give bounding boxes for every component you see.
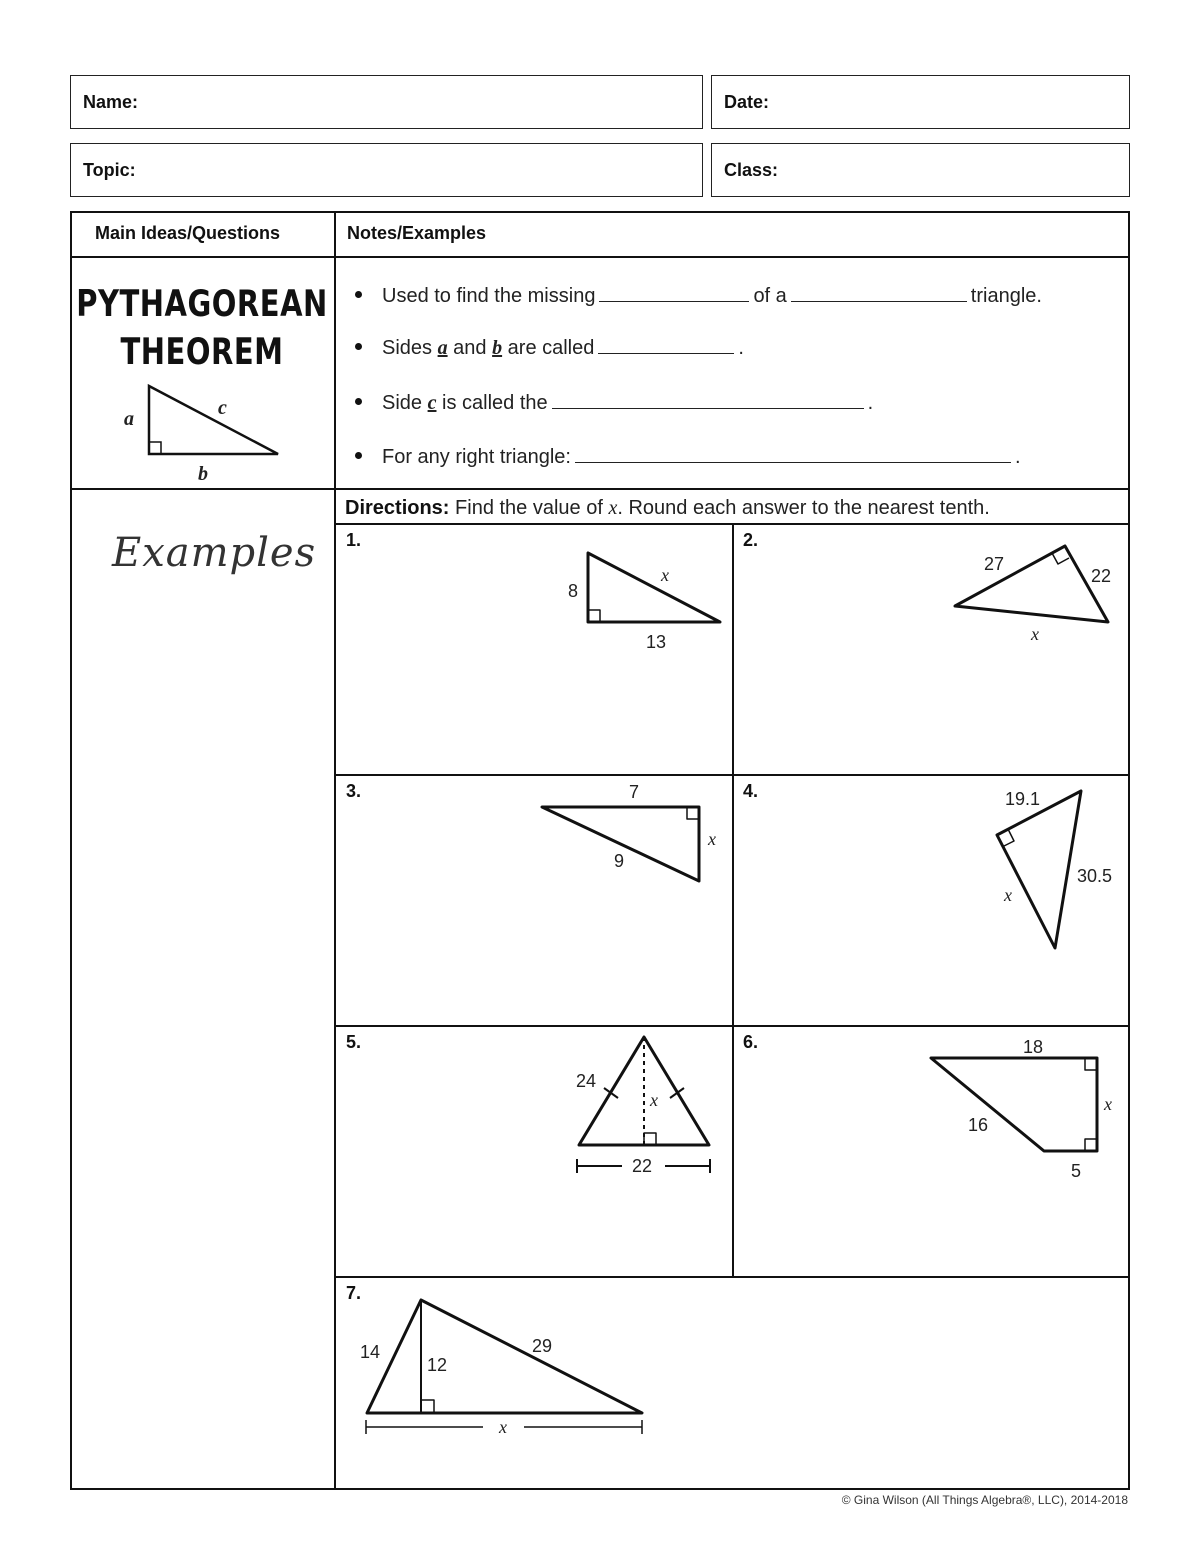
problem-5-label-x: x xyxy=(650,1090,658,1110)
problem-5-label-22: 22 xyxy=(632,1156,653,1176)
problem-1-label-x: x xyxy=(661,565,669,585)
date-label: Date: xyxy=(724,91,770,112)
bullet4-text: For any right triangle: xyxy=(382,446,571,468)
topic-label: Topic: xyxy=(83,159,136,180)
problem-1-number: 1. xyxy=(346,530,362,550)
problem-6-label-16: 16 xyxy=(968,1115,989,1135)
copyright-footer: © Gina Wilson (All Things Algebra®, LLC), 2014-2018 xyxy=(841,1493,1128,1507)
section-title-line1: PYTHAGOREAN xyxy=(76,282,328,325)
problem-7-label-12: 12 xyxy=(427,1355,448,1375)
problem-2-label-22: 22 xyxy=(1091,566,1112,586)
problem-2-number: 2. xyxy=(743,530,759,550)
problem-2-triangle xyxy=(955,546,1108,622)
side-c-label: c xyxy=(218,397,227,419)
side-b-label: b xyxy=(198,463,208,485)
bullet3-end: . xyxy=(867,392,874,414)
problem-4-number: 4. xyxy=(743,781,759,801)
problem-3-right-angle xyxy=(687,807,699,819)
problem-7-label-29: 29 xyxy=(532,1336,553,1356)
problem-4-triangle xyxy=(997,791,1081,948)
problem-6-trapezoid xyxy=(931,1058,1097,1151)
class-label: Class: xyxy=(724,159,779,180)
var-b: b xyxy=(492,337,503,359)
problem-7-number: 7. xyxy=(346,1283,362,1303)
problem-3-label-7: 7 xyxy=(629,782,640,802)
problem-2-label-27: 27 xyxy=(984,554,1005,574)
directions-text: Find the value of xyxy=(455,497,603,519)
bullet2-text: Sides xyxy=(382,337,433,359)
side-a-label: a xyxy=(124,408,134,430)
bullet1-middle: of a xyxy=(753,285,787,307)
problem-3-number: 3. xyxy=(346,781,362,801)
problem-1-label-13: 13 xyxy=(646,632,667,652)
directions-var: x xyxy=(608,497,618,519)
bullet2-end: . xyxy=(738,337,744,359)
problem-2-right-angle xyxy=(1052,553,1069,564)
problem-1-label-8: 8 xyxy=(568,581,579,601)
problem-6-label-18: 18 xyxy=(1023,1037,1044,1057)
section-title-line2: THEOREM xyxy=(120,330,284,373)
bullet3-after: is called the xyxy=(442,392,548,414)
bullet1-text: Used to find the missing xyxy=(382,285,596,307)
problem-5-number: 5. xyxy=(346,1032,362,1052)
problem-3-label-x: x xyxy=(708,829,716,849)
col1-header: Main Ideas/Questions xyxy=(95,223,281,243)
problem-6-number: 6. xyxy=(743,1032,759,1052)
problem-4-label-19-1: 19.1 xyxy=(1005,789,1041,809)
bullet4-end: . xyxy=(1014,446,1021,468)
problem-5-right-angle xyxy=(644,1133,656,1145)
problem-7-triangle xyxy=(367,1300,642,1413)
bullet2-and: and xyxy=(453,337,487,359)
problem-6-right-angle-bottom xyxy=(1085,1139,1097,1151)
examples-label: Examples xyxy=(112,530,317,576)
var-a: a xyxy=(437,337,448,359)
problem-5-label-24: 24 xyxy=(576,1071,597,1091)
problem-4-label-30-5: 30.5 xyxy=(1077,866,1113,886)
bullet1-end: triangle. xyxy=(970,285,1042,307)
var-c: c xyxy=(427,392,437,414)
problem-7-label-x: x xyxy=(499,1417,507,1437)
bullet2-after: are called xyxy=(507,337,595,359)
bullet3-text: Side xyxy=(382,392,423,414)
problem-4-label-x: x xyxy=(1004,885,1012,905)
directions-text-after: . Round each answer to the nearest tenth. xyxy=(617,497,990,519)
problem-6-label-x: x xyxy=(1104,1094,1112,1114)
problem-2-label-x: x xyxy=(1031,624,1039,644)
directions-label: Directions: xyxy=(345,497,450,519)
problem-3-label-9: 9 xyxy=(614,851,625,871)
problem-7-label-14: 14 xyxy=(360,1342,381,1362)
col2-header: Notes/Examples xyxy=(347,223,487,243)
problem-1-right-angle xyxy=(588,610,600,622)
problem-7-right-angle xyxy=(421,1400,434,1413)
name-label: Name: xyxy=(83,91,139,112)
problem-6-right-angle-top xyxy=(1085,1058,1097,1070)
problem-1-triangle xyxy=(588,553,720,622)
problem-6-label-5: 5 xyxy=(1071,1161,1082,1181)
